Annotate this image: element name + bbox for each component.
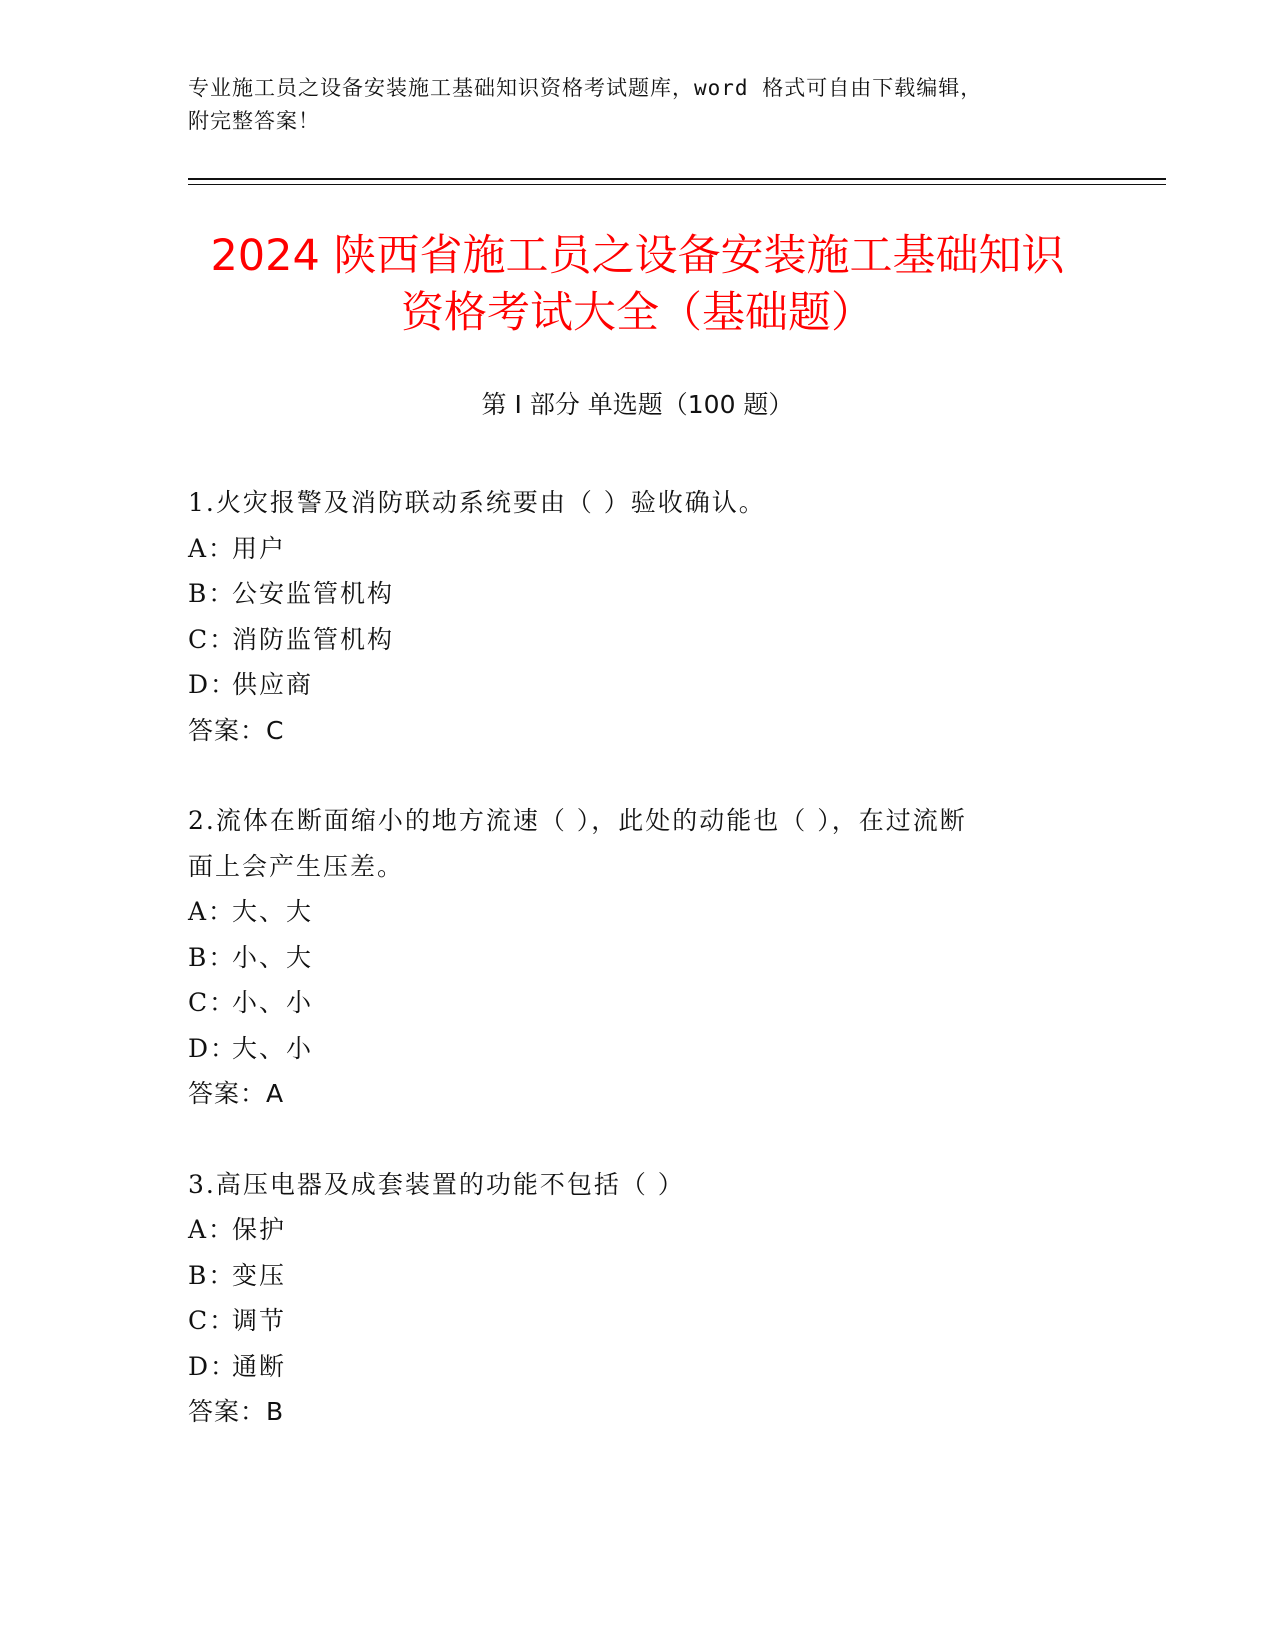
option-text: 消防监管机构 xyxy=(232,624,395,654)
option-key: B： xyxy=(188,1260,236,1290)
answer: 答案：A xyxy=(188,1079,285,1108)
question-stem-line-1: 2.流体在断面缩小的地方流速（ ），此处的动能也（ ），在过流断 xyxy=(188,806,967,835)
option-b xyxy=(188,935,1068,981)
option-text: 大、小 xyxy=(232,1033,314,1063)
header-note-line-1: 专业施工员之设备安装施工基础知识资格考试题库，word 格式可自由下载编辑， xyxy=(188,76,983,100)
option-key: C： xyxy=(188,1306,237,1335)
option-d xyxy=(188,1344,1068,1390)
question-3 xyxy=(188,1162,1068,1435)
document-title xyxy=(150,228,1125,342)
option-text: 变压 xyxy=(232,1260,287,1290)
answer: 答案：C xyxy=(188,715,285,745)
option-text: 供应商 xyxy=(232,670,314,699)
option-text: 公安监管机构 xyxy=(232,579,395,608)
option-key: B： xyxy=(188,579,236,608)
option-c xyxy=(188,617,1068,663)
document-title-line-1: 2024 陕西省施工员之设备安装施工基础知识 xyxy=(210,231,1065,281)
option-a xyxy=(188,526,1068,572)
option-text: 通断 xyxy=(232,1351,287,1381)
section-title: 第 I 部分 单选题（100 题） xyxy=(481,390,794,419)
header-divider-thin xyxy=(188,184,1166,185)
option-text: 保护 xyxy=(232,1215,287,1244)
option-key: A： xyxy=(188,897,236,926)
option-key: C： xyxy=(188,988,237,1017)
header-divider-thick xyxy=(188,178,1166,180)
option-b xyxy=(188,571,1068,617)
question-stem: 1.火灾报警及消防联动系统要由（ ）验收确认。 xyxy=(188,488,766,517)
option-a xyxy=(188,889,1068,935)
header-note xyxy=(188,72,1088,138)
question-2 xyxy=(188,798,1068,1117)
option-text: 小、大 xyxy=(232,942,314,972)
option-a xyxy=(188,1207,1068,1253)
option-text: 用户 xyxy=(232,533,287,563)
option-d xyxy=(188,1026,1068,1072)
option-text: 小、小 xyxy=(232,988,314,1017)
option-key: C： xyxy=(188,624,237,654)
option-c xyxy=(188,980,1068,1026)
option-key: D： xyxy=(188,1351,238,1381)
option-text: 调节 xyxy=(232,1306,287,1335)
option-key: A： xyxy=(188,533,236,563)
option-b xyxy=(188,1253,1068,1299)
option-key: D： xyxy=(188,670,238,699)
option-key: D： xyxy=(188,1033,238,1063)
option-key: B： xyxy=(188,942,236,972)
answer: 答案：B xyxy=(188,1397,285,1426)
option-text: 大、大 xyxy=(232,897,314,926)
question-1 xyxy=(188,480,1068,753)
option-d xyxy=(188,662,1068,708)
option-c xyxy=(188,1298,1068,1344)
question-list xyxy=(188,480,1068,1480)
question-stem-line-2: 面上会产生压差。 xyxy=(188,851,405,881)
question-stem: 3.高压电器及成套装置的功能不包括（ ） xyxy=(188,1169,685,1199)
document-title-line-2: 资格考试大全（基础题） xyxy=(401,288,874,338)
option-key: A： xyxy=(188,1215,236,1244)
header-note-line-2: 附完整答案！ xyxy=(188,109,320,133)
